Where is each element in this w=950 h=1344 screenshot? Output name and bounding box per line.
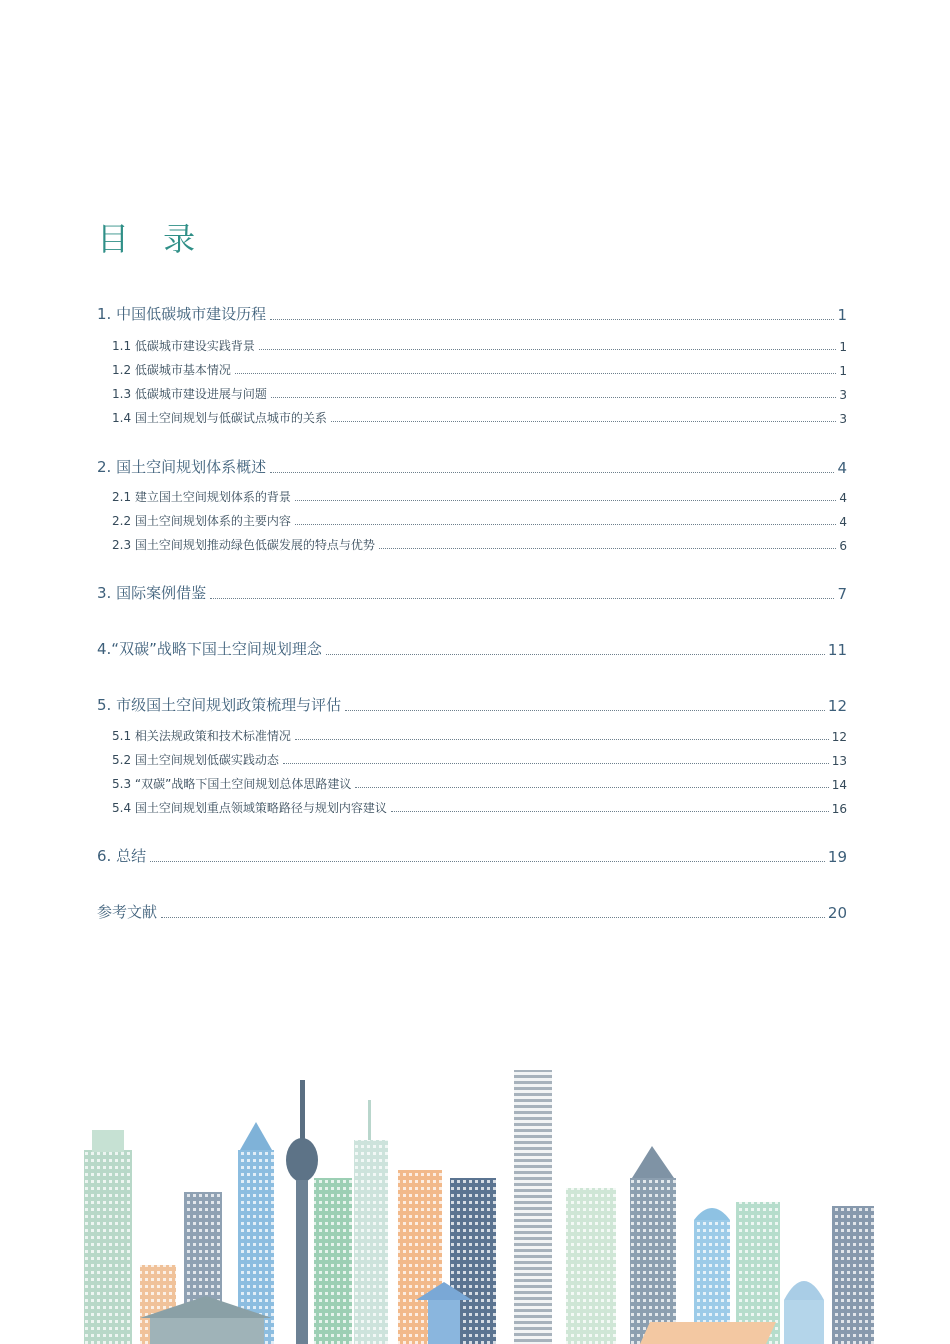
toc-page: 7 [837,585,847,603]
toc-item-1-3[interactable] [97,384,847,402]
dot-leader [345,709,825,711]
toc-label: 6. 总结 [97,847,147,865]
toc-label: 5.4 国土空间规划重点领域策略路径与规划内容建议 [112,801,387,815]
toc-page: 4 [839,515,847,529]
dot-leader [283,762,829,764]
toc-page: 1 [839,364,847,378]
toc-item-2-2[interactable] [97,511,847,529]
dot-leader [391,810,829,812]
dot-leader [161,916,825,918]
toc-label: 2. 国土空间规划体系概述 [97,458,267,476]
toc-item-5-4[interactable] [97,798,847,816]
toc-page: 1 [839,340,847,354]
building-striped-tower [514,1070,552,1344]
orange-foreground [640,1322,776,1344]
dot-leader [259,348,836,350]
toc-page: 20 [827,904,847,922]
toc-label: 2.3 国土空间规划推动绿色低碳发展的特点与优势 [112,538,375,552]
toc-item-1-1[interactable] [97,336,847,354]
toc-label: 2.1 建立国土空间规划体系的背景 [112,490,291,504]
toc-item-4[interactable] [97,637,847,659]
toc-page: 19 [827,848,847,866]
toc-label: 参考文献 [97,903,158,921]
toc-item-references[interactable] [97,900,847,922]
dot-leader [355,786,828,788]
toc-item-1-4[interactable] [97,408,847,426]
city-skyline-illustration [0,1060,950,1344]
toc-page: 3 [839,412,847,426]
toc-label: 1.4 国土空间规划与低碳试点城市的关系 [112,411,327,425]
toc-item-5-2[interactable] [97,750,847,768]
building-grey-peaked [630,1146,676,1344]
dot-leader [295,499,836,501]
toc-item-5-3[interactable] [97,774,847,792]
toc-item-1-2[interactable] [97,360,847,378]
toc-label: 4.“双碳”战略下国土空间规划理念 [97,640,322,658]
toc-label: 2.2 国土空间规划体系的主要内容 [112,514,291,528]
building-left-tower [84,1130,132,1344]
toc-page: 1 [837,306,847,324]
toc-page: 4 [839,491,847,505]
dot-leader [326,653,825,655]
toc-label: 5. 市级国土空间规划政策梳理与评估 [97,696,342,714]
dot-leader [295,523,836,525]
building-right-grey [832,1206,874,1344]
toc-label: 3. 国际案例借鉴 [97,584,207,602]
dot-leader [331,420,836,422]
toc-page: 11 [827,641,847,659]
toc-item-3[interactable] [97,581,847,603]
dot-leader [379,547,836,549]
toc-page: 12 [827,697,847,715]
building-green-tower [314,1178,352,1344]
toc-page: 14 [831,778,847,792]
tv-tower [286,1080,318,1344]
toc-label: 5.2 国土空间规划低碳实践动态 [112,753,279,767]
toc-page: 13 [831,754,847,768]
dot-leader [235,372,836,374]
dot-leader [271,396,836,398]
toc-page: 6 [839,539,847,553]
toc-page: 4 [837,459,847,477]
toc-label: 5.1 相关法规政策和技术标准情况 [112,729,291,743]
toc-label: 1. 中国低碳城市建设历程 [97,305,267,323]
toc-item-5-1[interactable] [97,726,847,744]
toc-item-1[interactable] [97,302,847,324]
toc-label: 1.1 低碳城市建设实践背景 [112,339,255,353]
dot-leader [210,597,834,599]
toc-item-5[interactable] [97,693,847,715]
dot-leader [270,471,834,473]
toc-item-2-3[interactable] [97,535,847,553]
toc-item-2-1[interactable] [97,487,847,505]
toc-page: 12 [831,730,847,744]
toc-page: 16 [831,802,847,816]
building-light-green-right [566,1188,616,1344]
toc-page: 3 [839,388,847,402]
toc-item-6[interactable] [97,844,847,866]
toc-item-2[interactable] [97,455,847,477]
toc-label: 1.2 低碳城市基本情况 [112,363,231,377]
building-pale-spire [354,1100,388,1344]
dot-leader [150,860,825,862]
dot-leader [295,738,829,740]
toc-label: 1.3 低碳城市建设进展与问题 [112,387,267,401]
toc-label: 5.3 “双碳”战略下国土空间规划总体思路建议 [112,777,352,791]
building-small-dome [784,1281,824,1344]
dot-leader [270,318,834,320]
page-title: 目 录 [97,220,208,258]
